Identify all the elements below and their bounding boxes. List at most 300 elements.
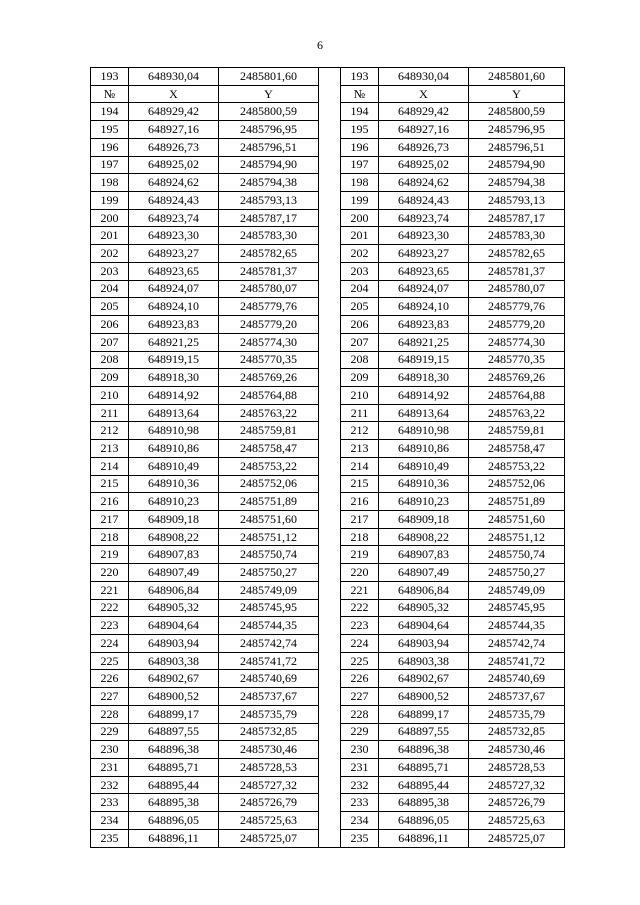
cell-num-right: 204 <box>341 280 379 298</box>
cell-x-right: 648923,74 <box>379 209 469 227</box>
cell-x-right: 648902,67 <box>379 670 469 688</box>
cell-num-left: 223 <box>91 617 129 635</box>
cell-y-right: 2485726,79 <box>469 794 565 812</box>
cell-num-left: 231 <box>91 759 129 777</box>
cell-y-left: 2485752,06 <box>219 475 319 493</box>
cell-num-right: 194 <box>341 103 379 121</box>
column-gap <box>319 85 341 103</box>
cell-x-left: 648910,36 <box>129 475 219 493</box>
column-gap <box>319 156 341 174</box>
cell-y-left: 2485770,35 <box>219 351 319 369</box>
cell-y-right: 2485794,38 <box>469 174 565 192</box>
cell-num-right: 209 <box>341 369 379 387</box>
cell-y-right: 2485779,20 <box>469 316 565 334</box>
table-row <box>91 528 565 546</box>
cell-y-right: 2485742,74 <box>469 635 565 653</box>
cell-num-right: 201 <box>341 227 379 245</box>
column-gap <box>319 280 341 298</box>
cell-y-left: 2485751,60 <box>219 510 319 528</box>
cell-num-right: 195 <box>341 121 379 139</box>
column-gap <box>319 617 341 635</box>
cell-num-left: 208 <box>91 351 129 369</box>
cell-x-right: 648910,49 <box>379 457 469 475</box>
table-row-first <box>91 68 565 86</box>
cell-x-right: 648903,94 <box>379 635 469 653</box>
cell-num-left: 226 <box>91 670 129 688</box>
table-row <box>91 316 565 334</box>
header-x-right: X <box>379 85 469 103</box>
cell-x-left: 648923,83 <box>129 316 219 334</box>
cell-x-right: 648914,92 <box>379 386 469 404</box>
cell-num-right: 197 <box>341 156 379 174</box>
column-gap <box>319 192 341 210</box>
cell-x-right: 648910,23 <box>379 493 469 511</box>
cell-y-right: 2485801,60 <box>469 68 565 86</box>
cell-x-left: 648924,07 <box>129 280 219 298</box>
cell-x-left: 648910,98 <box>129 422 219 440</box>
cell-x-left: 648895,44 <box>129 776 219 794</box>
cell-y-right: 2485737,67 <box>469 688 565 706</box>
table-row <box>91 493 565 511</box>
cell-num-left: 222 <box>91 599 129 617</box>
cell-x-right: 648896,11 <box>379 829 469 847</box>
cell-x-right: 648907,49 <box>379 564 469 582</box>
cell-y-left: 2485725,63 <box>219 812 319 830</box>
cell-num-left: 202 <box>91 245 129 263</box>
table-row <box>91 298 565 316</box>
column-gap <box>319 812 341 830</box>
column-gap <box>319 333 341 351</box>
cell-x-right: 648923,83 <box>379 316 469 334</box>
table-row <box>91 741 565 759</box>
table-row <box>91 351 565 369</box>
column-gap <box>319 316 341 334</box>
cell-num-right: 210 <box>341 386 379 404</box>
cell-num-right: 234 <box>341 812 379 830</box>
column-gap <box>319 386 341 404</box>
cell-num-right: 220 <box>341 564 379 582</box>
cell-num-right: 228 <box>341 705 379 723</box>
header-y-left: Y <box>219 85 319 103</box>
table-row <box>91 422 565 440</box>
cell-x-right: 648910,86 <box>379 440 469 458</box>
table-row <box>91 759 565 777</box>
cell-num-left: 224 <box>91 635 129 653</box>
cell-num-right: 232 <box>341 776 379 794</box>
cell-y-left: 2485740,69 <box>219 670 319 688</box>
cell-x-right: 648895,44 <box>379 776 469 794</box>
cell-y-left: 2485782,65 <box>219 245 319 263</box>
column-gap <box>319 741 341 759</box>
column-gap <box>319 546 341 564</box>
table-row <box>91 794 565 812</box>
column-gap <box>319 404 341 422</box>
cell-y-right: 2485796,51 <box>469 138 565 156</box>
cell-y-left: 2485728,53 <box>219 759 319 777</box>
cell-y-left: 2485793,13 <box>219 192 319 210</box>
cell-y-left: 2485796,51 <box>219 138 319 156</box>
column-gap <box>319 528 341 546</box>
cell-y-right: 2485740,69 <box>469 670 565 688</box>
cell-num-right: 202 <box>341 245 379 263</box>
cell-y-right: 2485796,95 <box>469 121 565 139</box>
cell-y-right: 2485750,74 <box>469 546 565 564</box>
cell-y-left: 2485732,85 <box>219 723 319 741</box>
cell-y-right: 2485744,35 <box>469 617 565 635</box>
cell-num-left: 235 <box>91 829 129 847</box>
cell-num-right: 217 <box>341 510 379 528</box>
cell-y-right: 2485758,47 <box>469 440 565 458</box>
cell-x-left: 648899,17 <box>129 705 219 723</box>
cell-num-left: 197 <box>91 156 129 174</box>
cell-y-right: 2485732,85 <box>469 723 565 741</box>
cell-y-left: 2485725,07 <box>219 829 319 847</box>
cell-x-left: 648903,94 <box>129 635 219 653</box>
table-row <box>91 262 565 280</box>
cell-num-left: 207 <box>91 333 129 351</box>
table-row <box>91 564 565 582</box>
cell-y-right: 2485787,17 <box>469 209 565 227</box>
cell-num-left: 198 <box>91 174 129 192</box>
cell-num-right: 219 <box>341 546 379 564</box>
cell-y-right: 2485779,76 <box>469 298 565 316</box>
table-row <box>91 245 565 263</box>
cell-y-right: 2485749,09 <box>469 581 565 599</box>
table-row <box>91 599 565 617</box>
cell-num-right: 221 <box>341 581 379 599</box>
cell-y-left: 2485787,17 <box>219 209 319 227</box>
column-gap <box>319 688 341 706</box>
cell-y-left: 2485796,95 <box>219 121 319 139</box>
column-gap <box>319 68 341 86</box>
cell-x-right: 648895,71 <box>379 759 469 777</box>
column-gap <box>319 670 341 688</box>
cell-x-left: 648921,25 <box>129 333 219 351</box>
cell-x-right: 648900,52 <box>379 688 469 706</box>
column-gap <box>319 103 341 121</box>
cell-num-left: 199 <box>91 192 129 210</box>
cell-x-left: 648910,86 <box>129 440 219 458</box>
cell-y-left: 2485742,74 <box>219 635 319 653</box>
cell-num-left: 212 <box>91 422 129 440</box>
cell-y-right: 2485763,22 <box>469 404 565 422</box>
cell-num-right: 227 <box>341 688 379 706</box>
column-gap <box>319 138 341 156</box>
cell-x-left: 648926,73 <box>129 138 219 156</box>
cell-x-right: 648927,16 <box>379 121 469 139</box>
cell-num-left: 228 <box>91 705 129 723</box>
cell-y-right: 2485728,53 <box>469 759 565 777</box>
cell-x-left: 648925,02 <box>129 156 219 174</box>
cell-y-right: 2485725,07 <box>469 829 565 847</box>
cell-y-right: 2485735,79 <box>469 705 565 723</box>
cell-num-right: 213 <box>341 440 379 458</box>
column-gap <box>319 599 341 617</box>
cell-num-left: 200 <box>91 209 129 227</box>
table-row <box>91 280 565 298</box>
cell-num-left: 225 <box>91 652 129 670</box>
cell-y-left: 2485759,81 <box>219 422 319 440</box>
cell-num-right: 231 <box>341 759 379 777</box>
table-row <box>91 475 565 493</box>
cell-x-right: 648909,18 <box>379 510 469 528</box>
cell-x-right: 648897,55 <box>379 723 469 741</box>
cell-y-left: 2485764,88 <box>219 386 319 404</box>
cell-y-right: 2485730,46 <box>469 741 565 759</box>
table-row <box>91 829 565 847</box>
column-gap <box>319 759 341 777</box>
cell-x-right: 648913,64 <box>379 404 469 422</box>
column-gap <box>319 298 341 316</box>
cell-x-left: 648927,16 <box>129 121 219 139</box>
column-gap <box>319 723 341 741</box>
column-gap <box>319 245 341 263</box>
cell-y-right: 2485727,32 <box>469 776 565 794</box>
cell-x-right: 648907,83 <box>379 546 469 564</box>
cell-num-right: 205 <box>341 298 379 316</box>
cell-x-right: 648906,84 <box>379 581 469 599</box>
cell-x-left: 648903,38 <box>129 652 219 670</box>
cell-y-right: 2485725,63 <box>469 812 565 830</box>
cell-x-right: 648924,10 <box>379 298 469 316</box>
cell-num-right: 207 <box>341 333 379 351</box>
cell-num-left: 213 <box>91 440 129 458</box>
column-gap <box>319 776 341 794</box>
cell-num-right: 214 <box>341 457 379 475</box>
cell-num-right: 230 <box>341 741 379 759</box>
cell-num-right: 226 <box>341 670 379 688</box>
column-gap <box>319 369 341 387</box>
table-row <box>91 617 565 635</box>
cell-y-right: 2485782,65 <box>469 245 565 263</box>
cell-num-left: 194 <box>91 103 129 121</box>
cell-num-right: 200 <box>341 209 379 227</box>
cell-x-left: 648907,49 <box>129 564 219 582</box>
cell-num-left: 218 <box>91 528 129 546</box>
cell-x-right: 648924,07 <box>379 280 469 298</box>
cell-num-right: 235 <box>341 829 379 847</box>
table-row <box>91 209 565 227</box>
cell-x-left: 648924,62 <box>129 174 219 192</box>
cell-num-right: 212 <box>341 422 379 440</box>
header-num-right: № <box>341 85 379 103</box>
cell-y-left: 2485794,38 <box>219 174 319 192</box>
cell-x-right: 648921,25 <box>379 333 469 351</box>
cell-y-left: 2485781,37 <box>219 262 319 280</box>
column-gap <box>319 440 341 458</box>
cell-num-left: 203 <box>91 262 129 280</box>
cell-y-left: 2485769,26 <box>219 369 319 387</box>
cell-num-left: 214 <box>91 457 129 475</box>
cell-y-right: 2485745,95 <box>469 599 565 617</box>
cell-x-left: 648910,23 <box>129 493 219 511</box>
cell-y-right: 2485752,06 <box>469 475 565 493</box>
cell-y-right: 2485764,88 <box>469 386 565 404</box>
cell-x-left: 648908,22 <box>129 528 219 546</box>
cell-y-left: 2485749,09 <box>219 581 319 599</box>
cell-y-right: 2485759,81 <box>469 422 565 440</box>
column-gap <box>319 121 341 139</box>
cell-y-left: 2485800,59 <box>219 103 319 121</box>
cell-num-right: 193 <box>341 68 379 86</box>
cell-num-left: 220 <box>91 564 129 582</box>
cell-num-left: 232 <box>91 776 129 794</box>
cell-y-left: 2485745,95 <box>219 599 319 617</box>
cell-y-right: 2485751,12 <box>469 528 565 546</box>
cell-num-right: 218 <box>341 528 379 546</box>
cell-y-left: 2485783,30 <box>219 227 319 245</box>
cell-y-left: 2485750,27 <box>219 564 319 582</box>
cell-x-right: 648918,30 <box>379 369 469 387</box>
column-gap <box>319 209 341 227</box>
cell-num-left: 229 <box>91 723 129 741</box>
cell-num-left: 216 <box>91 493 129 511</box>
cell-num-right: 196 <box>341 138 379 156</box>
cell-y-right: 2485770,35 <box>469 351 565 369</box>
cell-y-right: 2485794,90 <box>469 156 565 174</box>
cell-x-left: 648896,38 <box>129 741 219 759</box>
cell-y-right: 2485753,22 <box>469 457 565 475</box>
table-row <box>91 103 565 121</box>
cell-x-left: 648909,18 <box>129 510 219 528</box>
column-gap <box>319 475 341 493</box>
table-row <box>91 440 565 458</box>
cell-num-left: 209 <box>91 369 129 387</box>
cell-x-right: 648896,05 <box>379 812 469 830</box>
cell-y-left: 2485780,07 <box>219 280 319 298</box>
header-num-left: № <box>91 85 129 103</box>
cell-x-left: 648897,55 <box>129 723 219 741</box>
cell-x-right: 648926,73 <box>379 138 469 156</box>
column-gap <box>319 351 341 369</box>
cell-x-right: 648910,36 <box>379 475 469 493</box>
cell-y-left: 2485801,60 <box>219 68 319 86</box>
cell-num-right: 198 <box>341 174 379 192</box>
cell-y-left: 2485737,67 <box>219 688 319 706</box>
cell-num-right: 222 <box>341 599 379 617</box>
cell-num-left: 205 <box>91 298 129 316</box>
table-row <box>91 581 565 599</box>
cell-x-left: 648910,49 <box>129 457 219 475</box>
cell-y-right: 2485750,27 <box>469 564 565 582</box>
cell-num-left: 196 <box>91 138 129 156</box>
cell-y-left: 2485753,22 <box>219 457 319 475</box>
cell-x-right: 648895,38 <box>379 794 469 812</box>
coordinates-table <box>90 67 565 848</box>
cell-num-right: 203 <box>341 262 379 280</box>
table-row <box>91 369 565 387</box>
cell-num-left: 211 <box>91 404 129 422</box>
cell-x-right: 648910,98 <box>379 422 469 440</box>
table-row <box>91 776 565 794</box>
table-row <box>91 705 565 723</box>
cell-x-left: 648929,42 <box>129 103 219 121</box>
cell-num-left: 204 <box>91 280 129 298</box>
column-gap <box>319 652 341 670</box>
cell-x-left: 648900,52 <box>129 688 219 706</box>
cell-num-right: 215 <box>341 475 379 493</box>
cell-num-left: 215 <box>91 475 129 493</box>
cell-y-right: 2485774,30 <box>469 333 565 351</box>
header-x-left: X <box>129 85 219 103</box>
cell-num-right: 208 <box>341 351 379 369</box>
cell-y-right: 2485780,07 <box>469 280 565 298</box>
cell-num-right: 206 <box>341 316 379 334</box>
cell-num-left: 219 <box>91 546 129 564</box>
cell-x-right: 648930,04 <box>379 68 469 86</box>
cell-y-right: 2485793,13 <box>469 192 565 210</box>
cell-num-right: 216 <box>341 493 379 511</box>
column-gap <box>319 581 341 599</box>
column-gap <box>319 422 341 440</box>
cell-num-right: 225 <box>341 652 379 670</box>
table-row <box>91 546 565 564</box>
cell-y-right: 2485769,26 <box>469 369 565 387</box>
cell-y-left: 2485779,76 <box>219 298 319 316</box>
cell-x-left: 648923,74 <box>129 209 219 227</box>
cell-x-right: 648903,38 <box>379 652 469 670</box>
table-row <box>91 457 565 475</box>
cell-x-left: 648914,92 <box>129 386 219 404</box>
cell-num-right: 223 <box>341 617 379 635</box>
table-body <box>91 68 565 848</box>
cell-x-left: 648904,64 <box>129 617 219 635</box>
cell-x-right: 648923,30 <box>379 227 469 245</box>
cell-x-left: 648913,64 <box>129 404 219 422</box>
cell-x-left: 648923,27 <box>129 245 219 263</box>
table-row <box>91 688 565 706</box>
cell-num-left: 234 <box>91 812 129 830</box>
cell-x-right: 648923,65 <box>379 262 469 280</box>
cell-y-left: 2485751,12 <box>219 528 319 546</box>
column-gap <box>319 705 341 723</box>
cell-num-left: 193 <box>91 68 129 86</box>
cell-x-right: 648924,43 <box>379 192 469 210</box>
cell-x-right: 648896,38 <box>379 741 469 759</box>
cell-x-left: 648930,04 <box>129 68 219 86</box>
table-row <box>91 635 565 653</box>
cell-num-left: 221 <box>91 581 129 599</box>
cell-y-left: 2485794,90 <box>219 156 319 174</box>
cell-num-left: 233 <box>91 794 129 812</box>
table-row <box>91 386 565 404</box>
cell-x-right: 648899,17 <box>379 705 469 723</box>
cell-y-right: 2485781,37 <box>469 262 565 280</box>
page-number: 6 <box>317 38 323 52</box>
cell-num-left: 201 <box>91 227 129 245</box>
cell-x-left: 648924,10 <box>129 298 219 316</box>
table-row <box>91 138 565 156</box>
cell-x-right: 648904,64 <box>379 617 469 635</box>
column-gap <box>319 794 341 812</box>
cell-x-right: 648908,22 <box>379 528 469 546</box>
table-row <box>91 174 565 192</box>
cell-y-left: 2485744,35 <box>219 617 319 635</box>
cell-x-left: 648919,15 <box>129 351 219 369</box>
table-row <box>91 812 565 830</box>
cell-x-left: 648906,84 <box>129 581 219 599</box>
column-gap <box>319 174 341 192</box>
table-row <box>91 227 565 245</box>
cell-num-left: 227 <box>91 688 129 706</box>
cell-y-left: 2485735,79 <box>219 705 319 723</box>
cell-y-left: 2485750,74 <box>219 546 319 564</box>
cell-x-right: 648929,42 <box>379 103 469 121</box>
cell-y-right: 2485783,30 <box>469 227 565 245</box>
column-gap <box>319 227 341 245</box>
header-y-right: Y <box>469 85 565 103</box>
cell-num-right: 224 <box>341 635 379 653</box>
